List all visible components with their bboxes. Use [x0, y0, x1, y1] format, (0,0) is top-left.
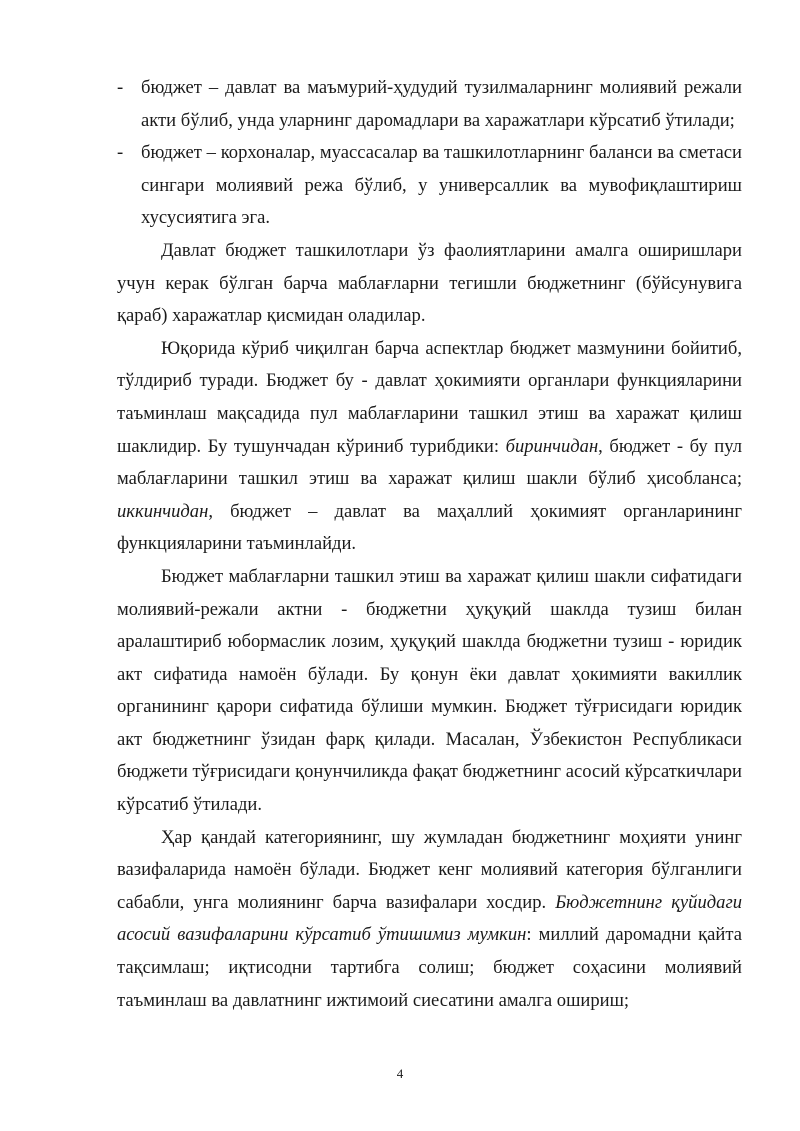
paragraph-text: Ҳар қандай категориянинг, шу жумладан бюджетнинг моҳияти унинг вазифаларида намоён бўлади. Бюджет кенг молиявий категория бўлганлиги сабабли, унга молиянинг барча вазифалари хосдир. [117, 826, 742, 913]
paragraph [117, 333, 742, 561]
page-body [117, 72, 742, 1017]
emphasis-text: Бюджетнинг қуйидаги асосий вазифаларини кўрсатиб ўтишимиз мумкин [117, 891, 742, 946]
bullet-item [117, 72, 742, 137]
page-number: 4 [396, 1066, 404, 1081]
paragraph [117, 822, 742, 1018]
bullet-dash: - [117, 142, 124, 164]
bullet-text: бюджет – корхоналар, муассасалар ва ташкилотларнинг баланси ва сметаси сингари молиявий режа бўлиб, у универсаллик ва мувофиқлаштириш хусусиятига эга. [141, 142, 742, 229]
paragraph-text: , бюджет - бу пул маблағларини ташкил этиш ва харажат қилиш шакли бўлиб ҳисобланса; [117, 435, 742, 490]
bullet-dash: - [117, 77, 124, 98]
paragraph: Бюджет маблағларни ташкил этиш ва харажат қилиш шакли сифатидаги молиявий-режали актни - бюджетни ҳуқуқий шаклда тузиш билан аралаштириб юбормаслик лозим, ҳуқуқий шаклда бюджетни тузиш - юридик акт сифатида намоён бўлади. Бу қонун ёки давлат ҳокимияти вакиллик органининг қарори сифатида бўлиши мумкин. Бюджет тўғрисидаги юридик акт бюджетнинг ўзидан фарқ қилади. Масалан, Ўзбекистон Республикаси бюджети тўғрисидаги қонунчиликда фақат бюджетнинг асосий кўрсаткичлари кўрсатиб ўтилади. [117, 565, 742, 816]
emphasis-text: биринчидан [505, 435, 599, 457]
bullet-text: бюджет – давлат ва маъмурий-ҳудудий тузилмаларнинг молиявий режали акти бўлиб, унда уларнинг даромадлари ва харажатлари кўрсатиб ўтилади; [141, 77, 742, 131]
emphasis-text: иккинчидан [117, 500, 209, 522]
paragraph-text: , бюджет – давлат ва маҳаллий ҳокимият органларининг функцияларини таъминлайди. [117, 500, 742, 555]
paragraph: Давлат бюджет ташкилотлари ўз фаолиятларини амалга оширишлари учун керак бўлган барча маблағларни тегишли бюджетнинг (бўйсунувига қараб) харажатлар қисмидан оладилар. [117, 239, 742, 327]
paragraph-text: : миллий даромадни қайта тақсимлаш; иқтисодни тартибга солиш; бюджет соҳасини молиявий таъминлаш ва давлатнинг ижтимоий сиесатини амалга ошириш; [117, 924, 742, 1011]
paragraph-text: Юқорида кўриб чиқилган барча аспектлар бюджет мазмунини бойитиб, тўлдириб туради. Бюджет бу - давлат ҳокимияти органлари функцияларини таъминлаш мақсадида пул маблағларини ташкил этиш ва харажат қилиш шаклидир. Бу тушунчадан кўриниб турибдики: [117, 337, 742, 457]
bullet-item [117, 137, 742, 235]
